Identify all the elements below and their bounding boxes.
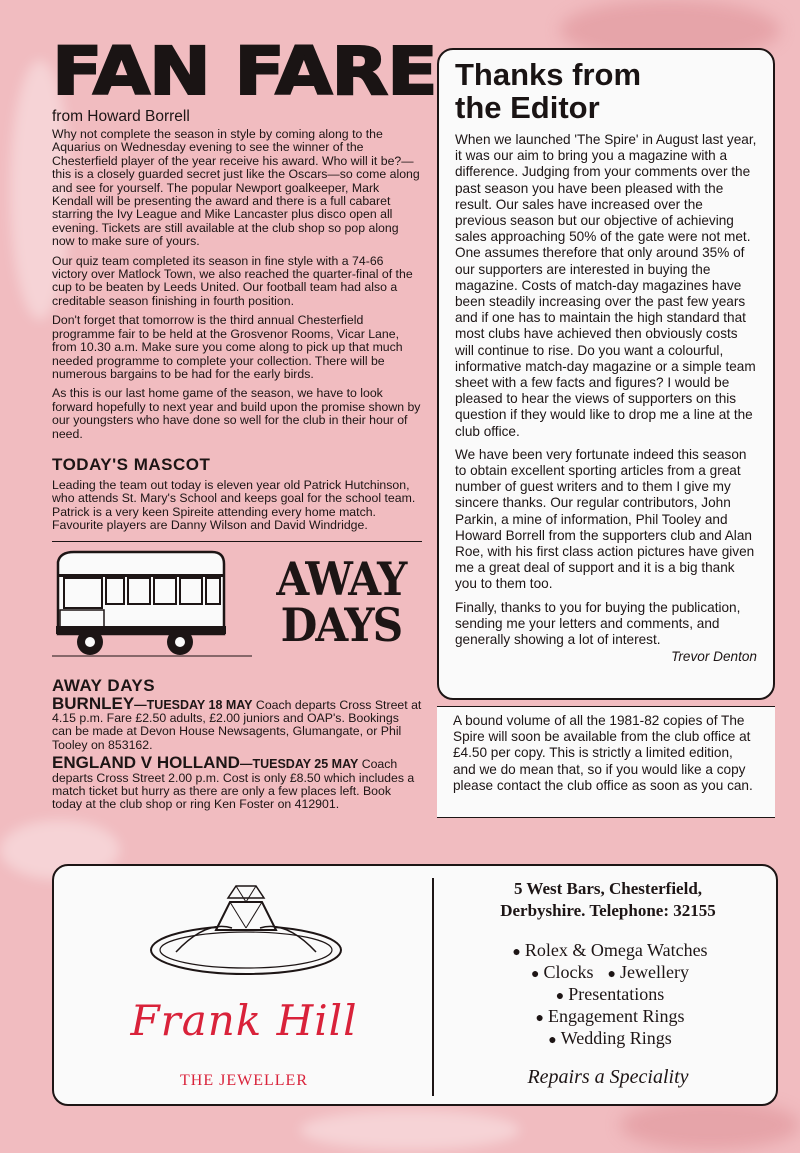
background-texture [300,1110,520,1150]
trip-name: ENGLAND V HOLLAND [52,753,240,773]
service-line [438,1006,778,1029]
editor-letter-box [437,48,775,700]
trip-date: —TUESDAY 25 MAY [239,757,359,772]
service-item: Engagement Rings [547,1006,685,1026]
repairs-tagline: Repairs a Speciality [527,1066,689,1088]
away-days-logo-line2: DAYS [280,597,402,652]
trip-details: Coach departs Cross Street at 4.15 p.m. Fare £2.50 adults, £2.00 juniors and OAP's. Bookings can be made at Devon House Newsagents, Glumangate, or Phil Tooley on 853162. [52,697,422,752]
advert-divider [432,878,434,1096]
brand-name: Frank Hill [130,996,358,1045]
fan-fare-column [52,33,437,816]
address-line: Derbyshire. Telephone: 32155 [500,901,716,920]
coach-bus-icon [52,546,252,664]
divider [52,541,422,542]
service-item: Wedding Rings [560,1028,672,1048]
bound-volume-note [437,706,775,818]
fan-fare-byline: from Howard Borrell [52,108,190,125]
bullet-icon: ● [531,967,540,982]
brand-subtitle: THE JEWELLER [180,1072,308,1089]
service-item: Clocks [543,962,594,982]
trip-england-holland [52,753,422,812]
background-texture [620,1100,800,1150]
fan-fare-paragraph: Why not complete the season in style by coming along to the Aquarius on Wednesday evening to see the winner of the Chesterfield player of the year receive his award. Who will it be?—this is a closely guarded secret just like the Oscars—so come along and see for yourself. The popular Newport goalkeeper, Mark Kendall will be presenting the award and there is a full cabaret starring the Ivy League and Mike Lancaster plus disco open all evening. Tickets are still available at the club shop so pop along now to make sure of yours. [52,127,420,249]
editor-title-line: Thanks from [455,57,642,92]
bullet-icon: ● [607,967,616,982]
fan-fare-title: FAN FARE [52,33,437,110]
bullet-icon: ● [548,1033,557,1048]
service-item: Presentations [568,984,665,1004]
editor-paragraph: When we launched 'The Spire' in August last year, it was our aim to bring you a magazine with a difference. Judging from your comments over the past season you have been pleased with the result. Our sales have increased over the previous season but our objective of achieving sales approaching 50% of the gate were not met. One assumes therefore that only around 35% of our supporters are interested in buying the magazine. Costs of match-day magazines have been steadily increasing over the past few years and if one has to maintain the high standard that most clubs have achieved then obviously costs will continue to rise. Do you want a colourful, informative match-day magazine or a simple team sheet with a few facts and figures? I would be pleased to hear the views of supporters on this question if they would like to drop me a line at the club office. [455,132,757,439]
jeweller-advert [52,864,778,1106]
editor-signature: Trevor Denton [671,649,757,665]
away-days-logo-line1: AWAY [276,551,406,606]
service-line [438,984,778,1007]
fan-fare-paragraph: As this is our last home game of the season, we have to look forward hopefully to next year and build upon the promise shown by our youngsters who have done so well for the club in their hour of need. [52,386,421,441]
trip-details: Coach departs Cross Street 2.00 p.m. Cost is only £8.50 which includes a match ticket but hurry as there are only a few places left. Book today at the club shop or ring Ken Foster on 412901. [52,757,415,812]
shop-address [438,878,778,922]
trip-burnley [52,693,422,753]
service-line [438,962,778,985]
mascot-text: Leading the team out today is eleven year old Patrick Hutchinson, who attends St. Mary's School and keeps goal for the school team. Patrick is a very keen Spireite attending every home match. Favourite players are Danny Wilson and David Windridge. [52,477,416,533]
editor-title [455,58,757,124]
away-days-banner [52,546,422,666]
fan-fare-paragraph: Our quiz team completed its season in fine style with a 74-66 victory over Matlock Town, we also reached the quarter-final of the cup to be beaten by Leeds United. Our football team had also a creditable season finishing in fourth position. [52,253,413,308]
service-item: Jewellery [619,962,689,982]
bullet-icon: ● [555,989,565,1004]
service-item: Rolex & Omega Watches [524,940,708,960]
address-line: 5 West Bars, Chesterfield, [513,879,703,898]
service-line [438,940,778,963]
trip-date: —TUESDAY 18 MAY [134,697,253,712]
trip-name: BURNLEY [52,693,135,713]
editor-paragraph: We have been very fortunate indeed this season to obtain excellent sporting articles from a great number of guest writers and to them I give my sincere thanks. Our regular contributors, John Parkin, a mine of information, Phil Tooley and Howard Borrell from the supporters club and Alan Roe, with his first class action pictures have given me a great deal of support and it is a big thank you to them too. [455,446,755,592]
service-line [438,1028,778,1051]
editor-paragraph: Finally, thanks to you for buying the publication, sending me your letters and comments, and generally showing a lot of interest. [455,599,741,648]
bullet-icon: ● [512,945,521,960]
bullet-icon: ● [535,1011,544,1026]
note-text: A bound volume of all the 1981-82 copies of The Spire will soon be available from the club office at £4.50 per copy. This is strictly a limited edition, and we do mean that, so if you would like a copy please contact the club office as soon as you can. [453,713,753,793]
fan-fare-paragraph: Don't forget that tomorrow is the third annual Chesterfield programme fair to be held at the Grosvenor Rooms, Vicar Lane, from 10.30 a.m. Make sure you come along to pick up that much needed programme to complete your collection. There will be numerous bargains to be had for the early birds. [52,313,403,381]
away-days-heading: AWAY DAYS [52,675,156,695]
editor-title-line: the Editor [455,90,600,125]
diamond-ring-icon [146,880,346,990]
mascot-heading: TODAY'S MASCOT [52,454,211,474]
